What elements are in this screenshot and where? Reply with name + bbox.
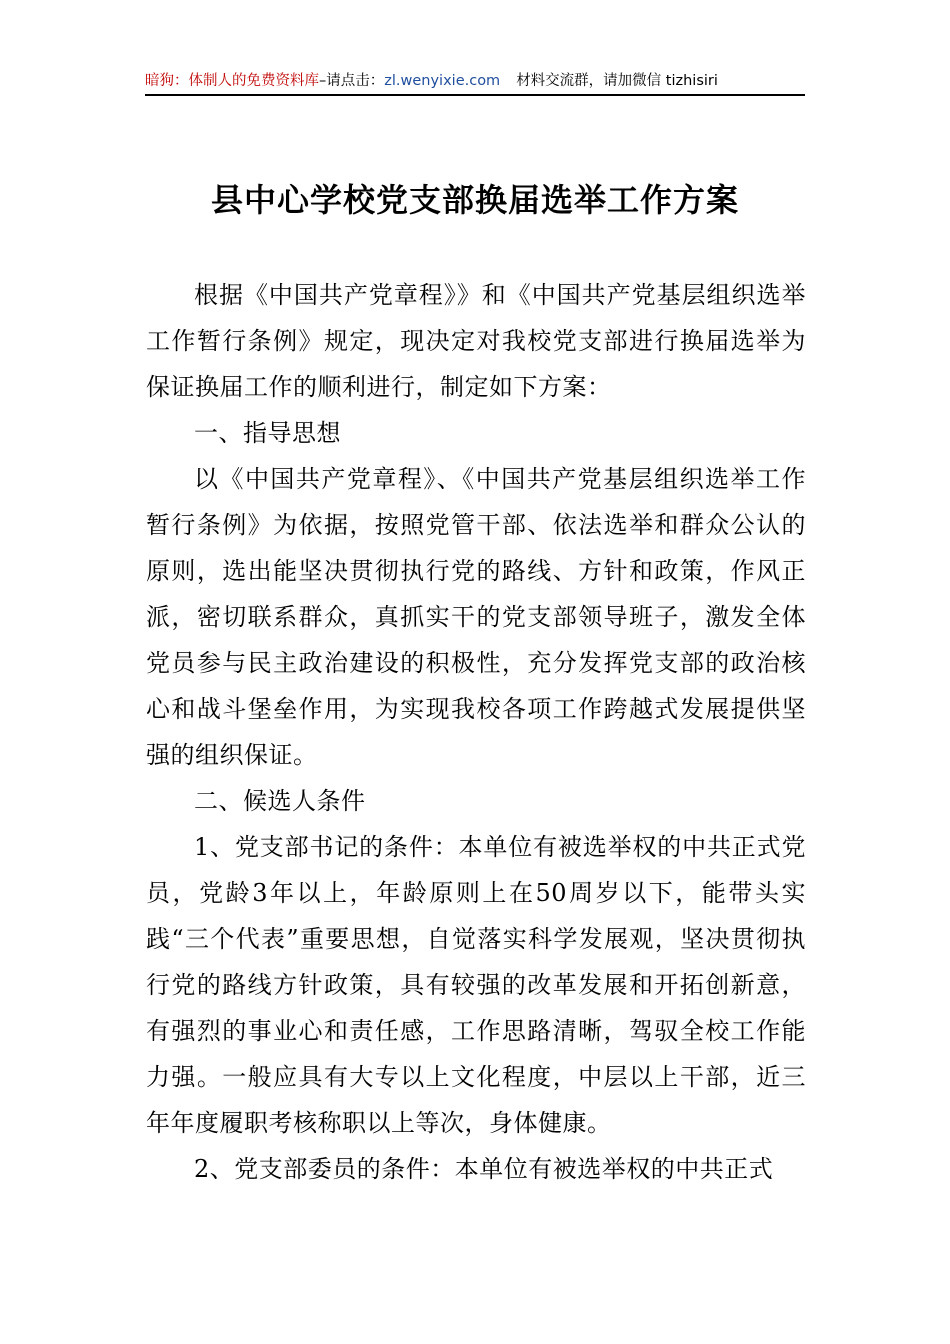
header-click-prompt: –请点击： <box>319 73 385 89</box>
page-header <box>145 70 805 94</box>
header-site-link[interactable]: zl.wenyixie.com <box>384 73 501 89</box>
committee-member-conditions-paragraph: 2、党支部委员的条件：本单位有被选举权的中共正式 <box>194 1155 774 1183</box>
header-divider <box>145 94 805 96</box>
guiding-thought-paragraph: 以《中国共产党章程》、《中国共产党基层组织选举工作暂行条例》为依据，按照党管干部、依法选举和群众公认的原则，选出能坚决贯彻执行党的路线、方针和政策，作风正派，密切联系群众，真抓实干的党支部领导班子，激发全体党员参与民主政治建设的积极性，充分发挥党支部的政治核心和战斗堡垒作用，为实现我校各项工作跨越式发展提供坚强的组织保证。 <box>146 465 806 769</box>
header-wechat-note: 材料交流群，请加微信 tizhisiri <box>516 73 718 89</box>
section-heading-guiding-thought: 一、指导思想 <box>194 419 341 447</box>
document-title: 县中心学校党支部换届选举工作方案 <box>210 181 739 219</box>
secretary-conditions-paragraph: 1、党支部书记的条件：本单位有被选举权的中共正式党员，党龄3年以上，年龄原则上在50周岁以下，能带头实践“三个代表”重要思想，自觉落实科学发展观，坚决贯彻执行党的路线方针政策，具有较强的改革发展和开拓创新意，有强烈的事业心和责任感，工作思路清晰，驾驭全校工作能力强。一般应具有大专以上文化程度，中层以上干部，近三年年度履职考核称职以上等次，身体健康。 <box>146 833 806 1137</box>
document-body <box>146 272 806 1192</box>
intro-paragraph: 根据《中国共产党章程》》和《中国共产党基层组织选举工作暂行条例》规定，现决定对我校党支部进行换届选举为保证换届工作的顺利进行，制定如下方案： <box>146 281 806 401</box>
section-heading-candidate-conditions: 二、候选人条件 <box>194 787 366 815</box>
header-site-name: 暗狗：体制人的免费资料库 <box>145 73 319 89</box>
